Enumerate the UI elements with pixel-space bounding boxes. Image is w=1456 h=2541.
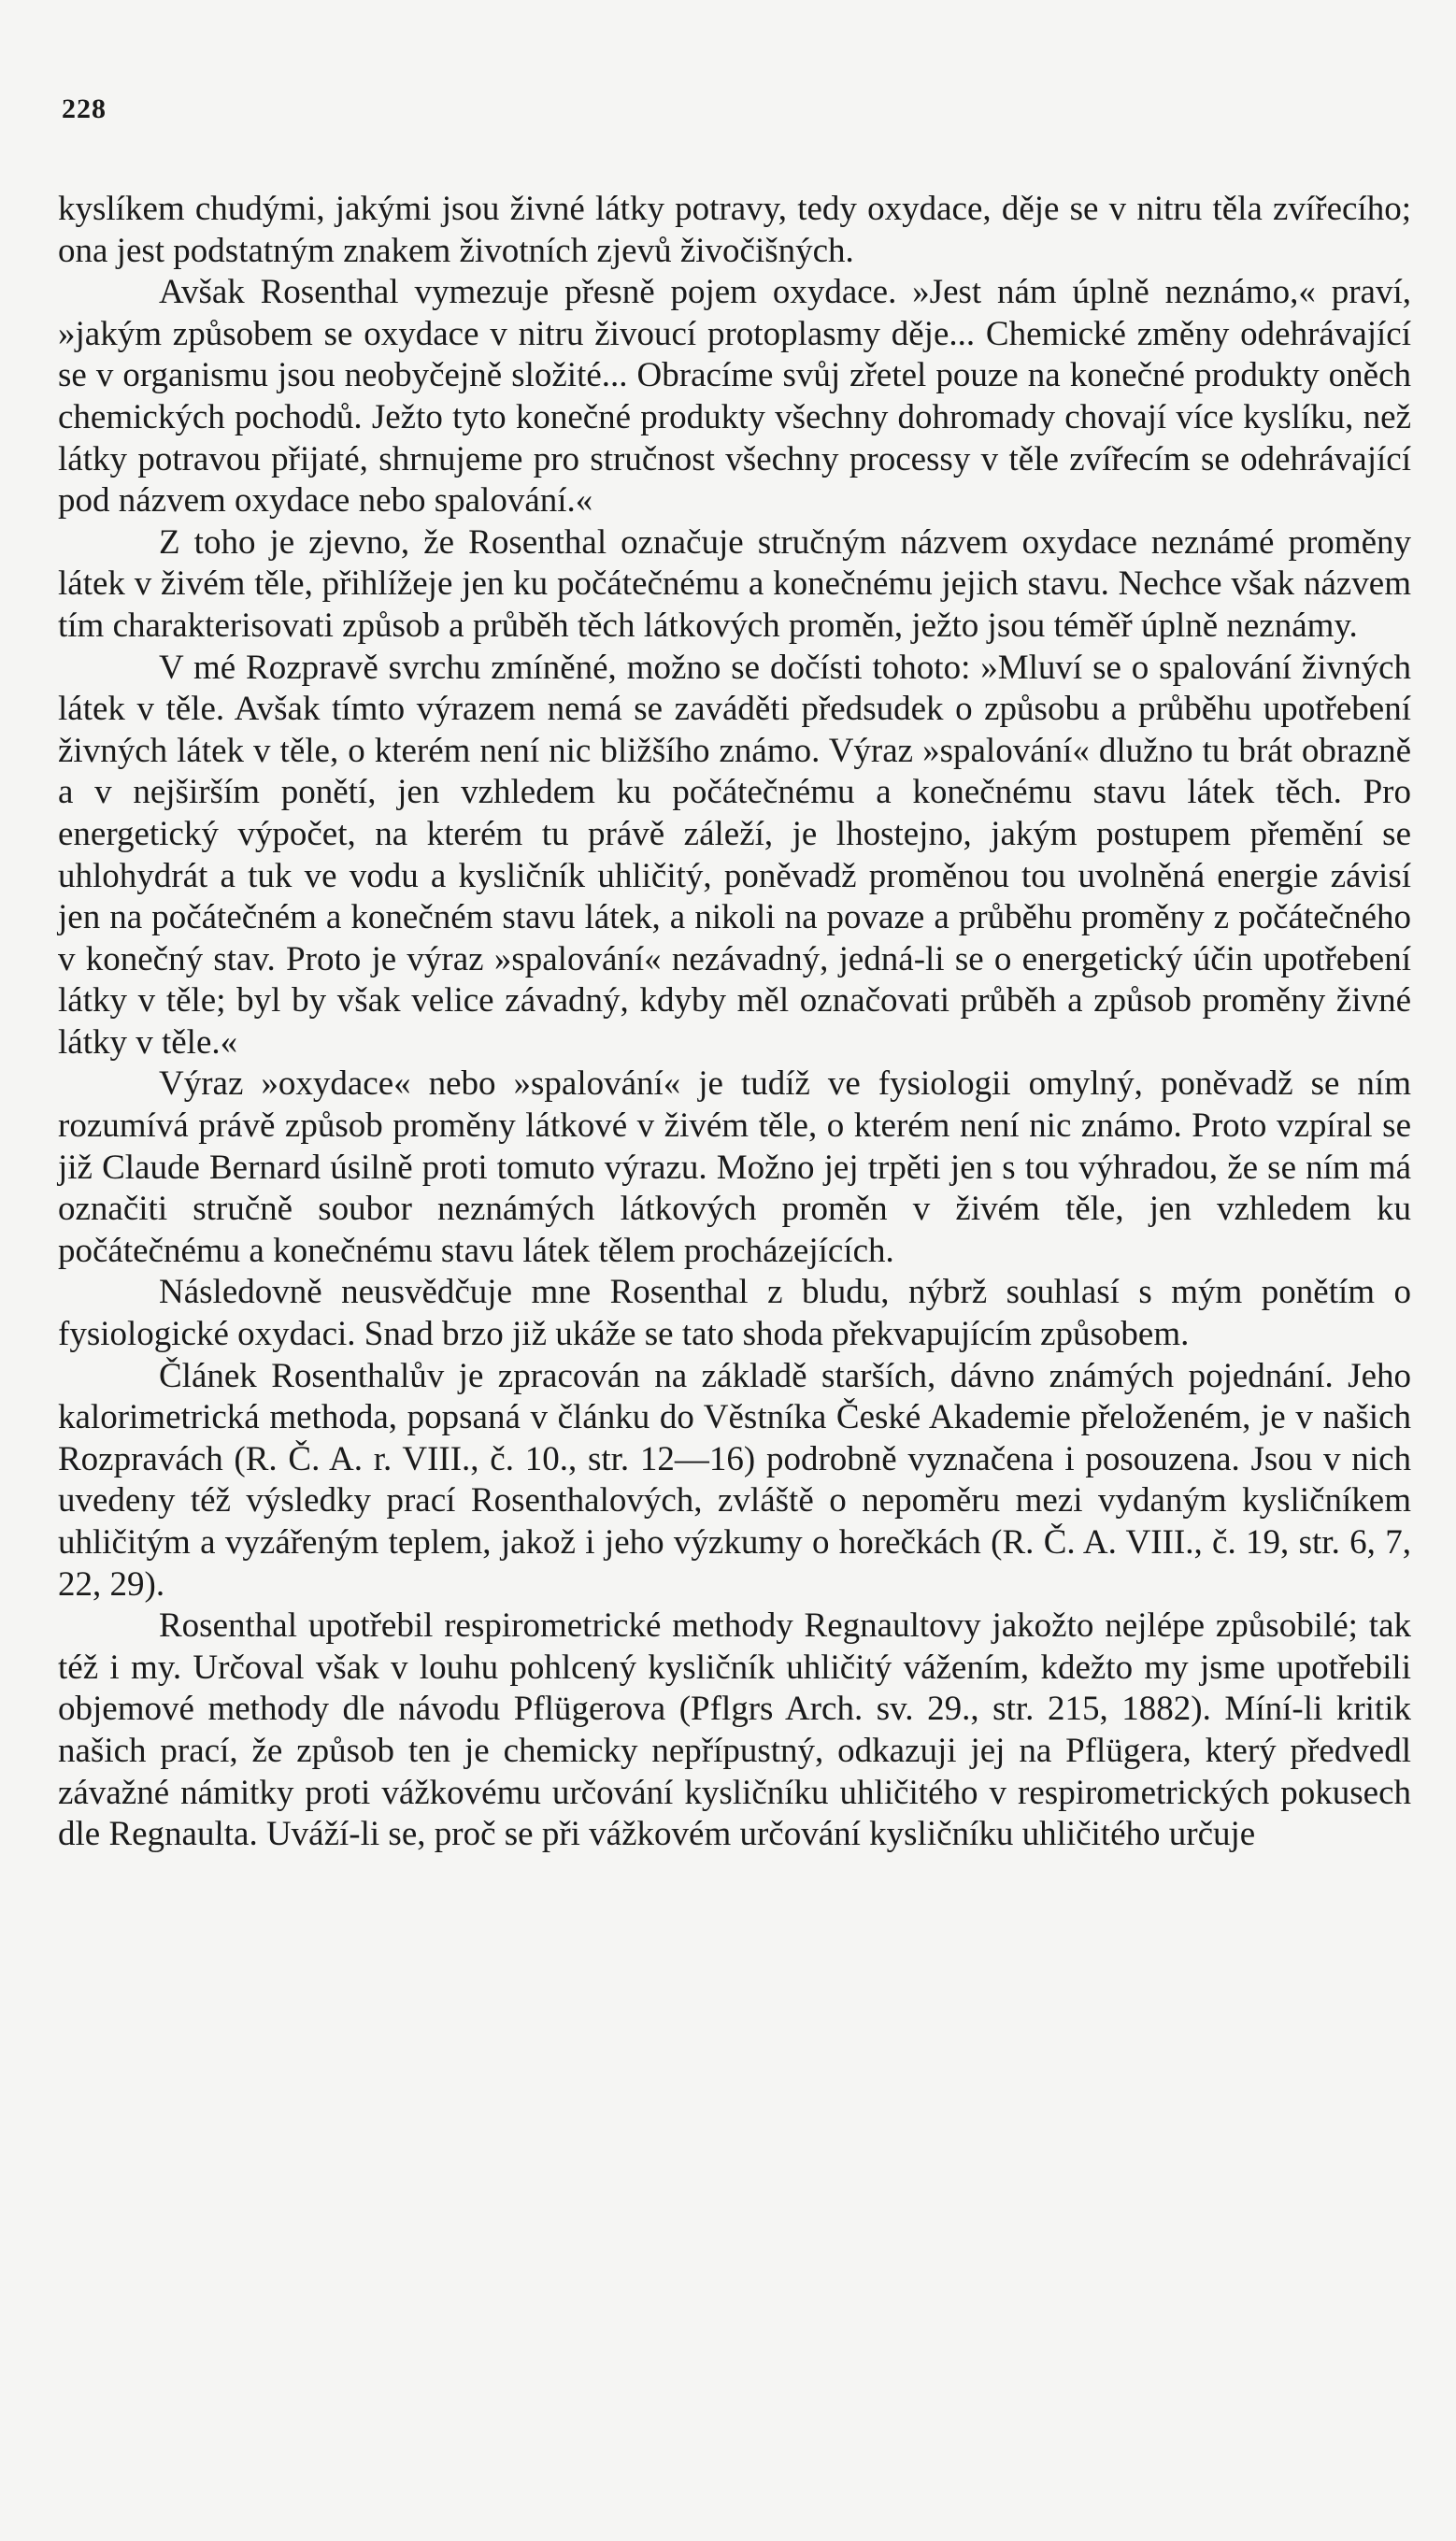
paragraph: Článek Rosenthalův je zpracován na základě starších, dávno známých pojednání. Jeho kalorimetrická methoda, popsaná v článku do Věstníka České Akademie přeloženém, je v našich Rozpravách (R. Č. A. r. VIII., č. 10., str. 12—16) podrobně vyznačena i posouzena. Jsou v nich uvedeny též výsledky prací Rosenthalových, zvláště o nepoměru mezi vydaným kysličníkem uhličitým a vyzářeným teplem, jakož i jeho výzkumy o horečkách (R. Č. A. VIII., č. 19, str. 6, 7, 22, 29). — [58, 1356, 1411, 1604]
body-text — [58, 189, 1411, 1856]
paragraph: Z toho je zjevno, že Rosenthal označuje stručným názvem oxydace neznámé proměny látek v živém těle, přihlížeje jen ku počátečnému a konečnému jejich stavu. Nechce však názvem tím charakterisovati způsob a průběh těch látkových proměn, ježto jsou téměř úplně neznámy. — [58, 522, 1411, 645]
paragraph: V mé Rozpravě svrchu zmíněné, možno se dočísti tohoto: »Mluví se o spalování živných látek v těle. Avšak tímto výrazem nemá se zaváděti předsudek o způsobu a průběhu upotřebení živných látek v těle, o kterém není nic bližšího známo. Výraz »spalování« dlužno tu brát obrazně a v nejširším ponětí, jen vzhledem ku počátečnému a konečnému stavu látek těch. Pro energetický výpočet, na kterém tu právě záleží, je lhostejno, jakým postupem přemění se uhlohydrát a tuk ve vodu a kysličník uhličitý, poněvadž proměnou tou uvolněná energie závisí jen na počátečném a konečném stavu látek, a nikoli na povaze a průběhu proměny z počátečného v konečný stav. Proto je výraz »spalování« nezávadný, jedná-li se o energetický účin upotřebení látky v těle; byl by však velice závadný, kdyby měl označovati průběh a způsob proměny živné látky v těle.« — [58, 648, 1411, 1062]
paragraph: kyslíkem chudými, jakými jsou živné látky potravy, tedy oxydace, děje se v nitru těla zvířecího; ona jest podstatným znakem životních zjevů živočišných. — [58, 190, 1411, 270]
page-number: 228 — [62, 93, 107, 124]
paragraph: Následovně neusvědčuje mne Rosenthal z bludu, nýbrž souhlasí s mým ponětím o fysiologické oxydaci. Snad brzo již ukáže se tato shoda překvapujícím způsobem. — [58, 1273, 1411, 1354]
paragraph: Výraz »oxydace« nebo »spalování« je tudíž ve fysiologii omylný, poněvadž se ním rozumívá právě způsob proměny látkové v živém těle, o kterém není nic známo. Proto vzpíral se již Claude Bernard úsilně proti tomuto výrazu. Možno jej trpěti jen s tou výhradou, že se ním má označiti stručně soubor neznámých látkových proměn v živém těle, jen vzhledem ku počátečnému a konečnému stavu látek tělem procházejících. — [58, 1064, 1411, 1270]
paragraph: Avšak Rosenthal vymezuje přesně pojem oxydace. »Jest nám úplně neznámo,« praví, »jakým způsobem se oxydace v nitru živoucí protoplasmy děje... Chemické změny odehrávající se v organismu jsou neobyčejně složité... Obracíme svůj zřetel pouze na konečné produkty oněch chemických pochodů. Ježto tyto konečné produkty všechny dohromady chovají více kyslíku, než látky potravou přijaté, shrnujeme pro stručnost všechny processy v těle zvířecím se odehrávající pod názvem oxydace nebo spalování.« — [58, 273, 1411, 521]
paragraph: Rosenthal upotřebil respirometrické methody Regnaultovy jakožto nejlépe způsobilé; tak též i my. Určoval však v louhu pohlcený kysličník uhličitý vážením, kdežto my jsme upotřebili objemové methody dle návodu Pflügerova (Pflgrs Arch. sv. 29., str. 215, 1882). Míní-li kritik našich prací, že způsob ten je chemicky nepřípustný, odkazuji jej na Pflügera, který předvedl závažné námitky proti vážkovému určování kysličníku uhličitého v respirometrických pokusech dle Regnaulta. Uváží-li se, proč se při vážkovém určování kysličníku uhličitého určuje — [58, 1606, 1411, 1854]
